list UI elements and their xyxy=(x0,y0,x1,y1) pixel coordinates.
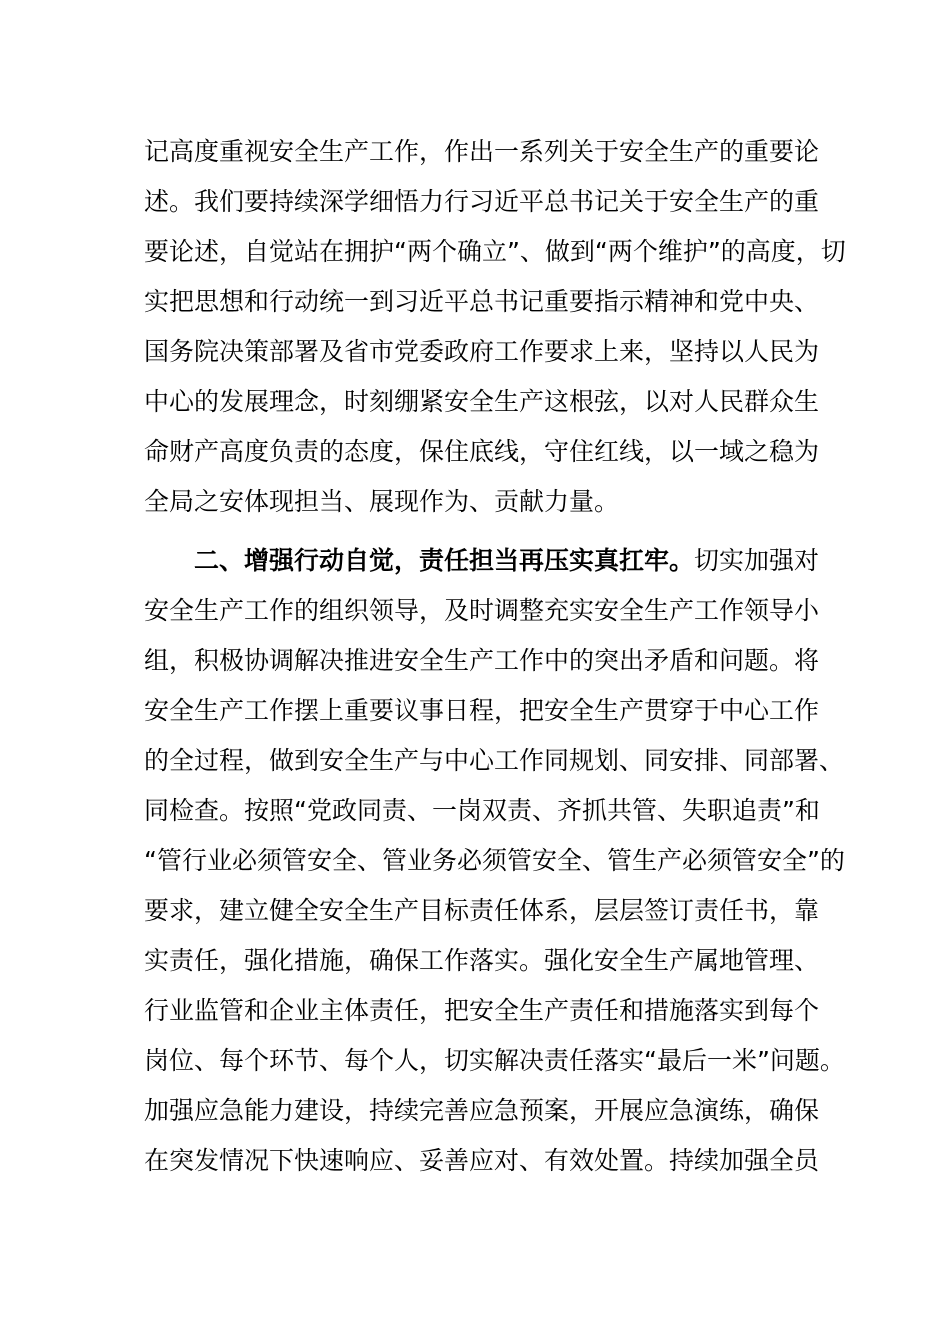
paragraph-line: 在突发情况下快速响应、妥善应对、有效处置。持续加强全员 xyxy=(144,1146,820,1175)
paragraph-line: 岗位、每个环节、每个人，切实解决责任落实“最后一米”问题。 xyxy=(144,1046,845,1075)
paragraph-line: 要求，建立健全安全生产目标责任体系，层层签订责任书，靠 xyxy=(144,896,820,925)
paragraph-line: 的全过程，做到安全生产与中心工作同规划、同安排、同部署、 xyxy=(144,746,845,775)
paragraph-line: 实把思想和行动统一到习近平总书记重要指示精神和党中央、 xyxy=(144,287,820,316)
paragraph-line: 行业监管和企业主体责任，把安全生产责任和措施落实到每个 xyxy=(144,996,820,1025)
paragraph-line: 国务院决策部署及省市党委政府工作要求上来，坚持以人民为 xyxy=(144,337,820,366)
paragraph-line: 组，积极协调解决推进安全生产工作中的突出矛盾和问题。将 xyxy=(144,646,820,675)
paragraph-line: 安全生产工作的组织领导，及时调整充实安全生产工作领导小 xyxy=(144,596,820,625)
paragraph-line: 实责任，强化措施，确保工作落实。强化安全生产属地管理、 xyxy=(144,946,820,975)
paragraph-responsibility xyxy=(144,536,845,1186)
paragraph-first-line xyxy=(144,536,824,586)
paragraph-line: 命财产高度负责的态度，保住底线，守住红线，以一域之稳为 xyxy=(144,437,820,466)
section-heading: 二、增强行动自觉，责任担当再压实真扛牢。 xyxy=(194,546,695,575)
paragraph-line: 要论述，自觉站在拥护“两个确立”、做到“两个维护”的高度，切 xyxy=(144,237,846,266)
paragraph-safety-awareness xyxy=(144,127,846,527)
heading-followup-text: 切实加强对 xyxy=(694,546,820,575)
paragraph-line: 加强应急能力建设，持续完善应急预案，开展应急演练，确保 xyxy=(144,1096,820,1125)
paragraph-line: 中心的发展理念，时刻绷紧安全生产这根弦，以对人民群众生 xyxy=(144,387,820,416)
paragraph-line: 述。我们要持续深学细悟力行习近平总书记关于安全生产的重 xyxy=(144,187,820,216)
paragraph-line: 同检查。按照“党政同责、一岗双责、齐抓共管、失职追责”和 xyxy=(144,796,820,825)
paragraph-line: 记高度重视安全生产工作，作出一系列关于安全生产的重要论 xyxy=(144,137,820,166)
paragraph-line: “管行业必须管安全、管业务必须管安全、管生产必须管安全”的 xyxy=(144,846,845,875)
paragraph-line: 安全生产工作摆上重要议事日程，把安全生产贯穿于中心工作 xyxy=(144,696,820,725)
paragraph-line: 全局之安体现担当、展现作为、贡献力量。 xyxy=(144,487,620,516)
